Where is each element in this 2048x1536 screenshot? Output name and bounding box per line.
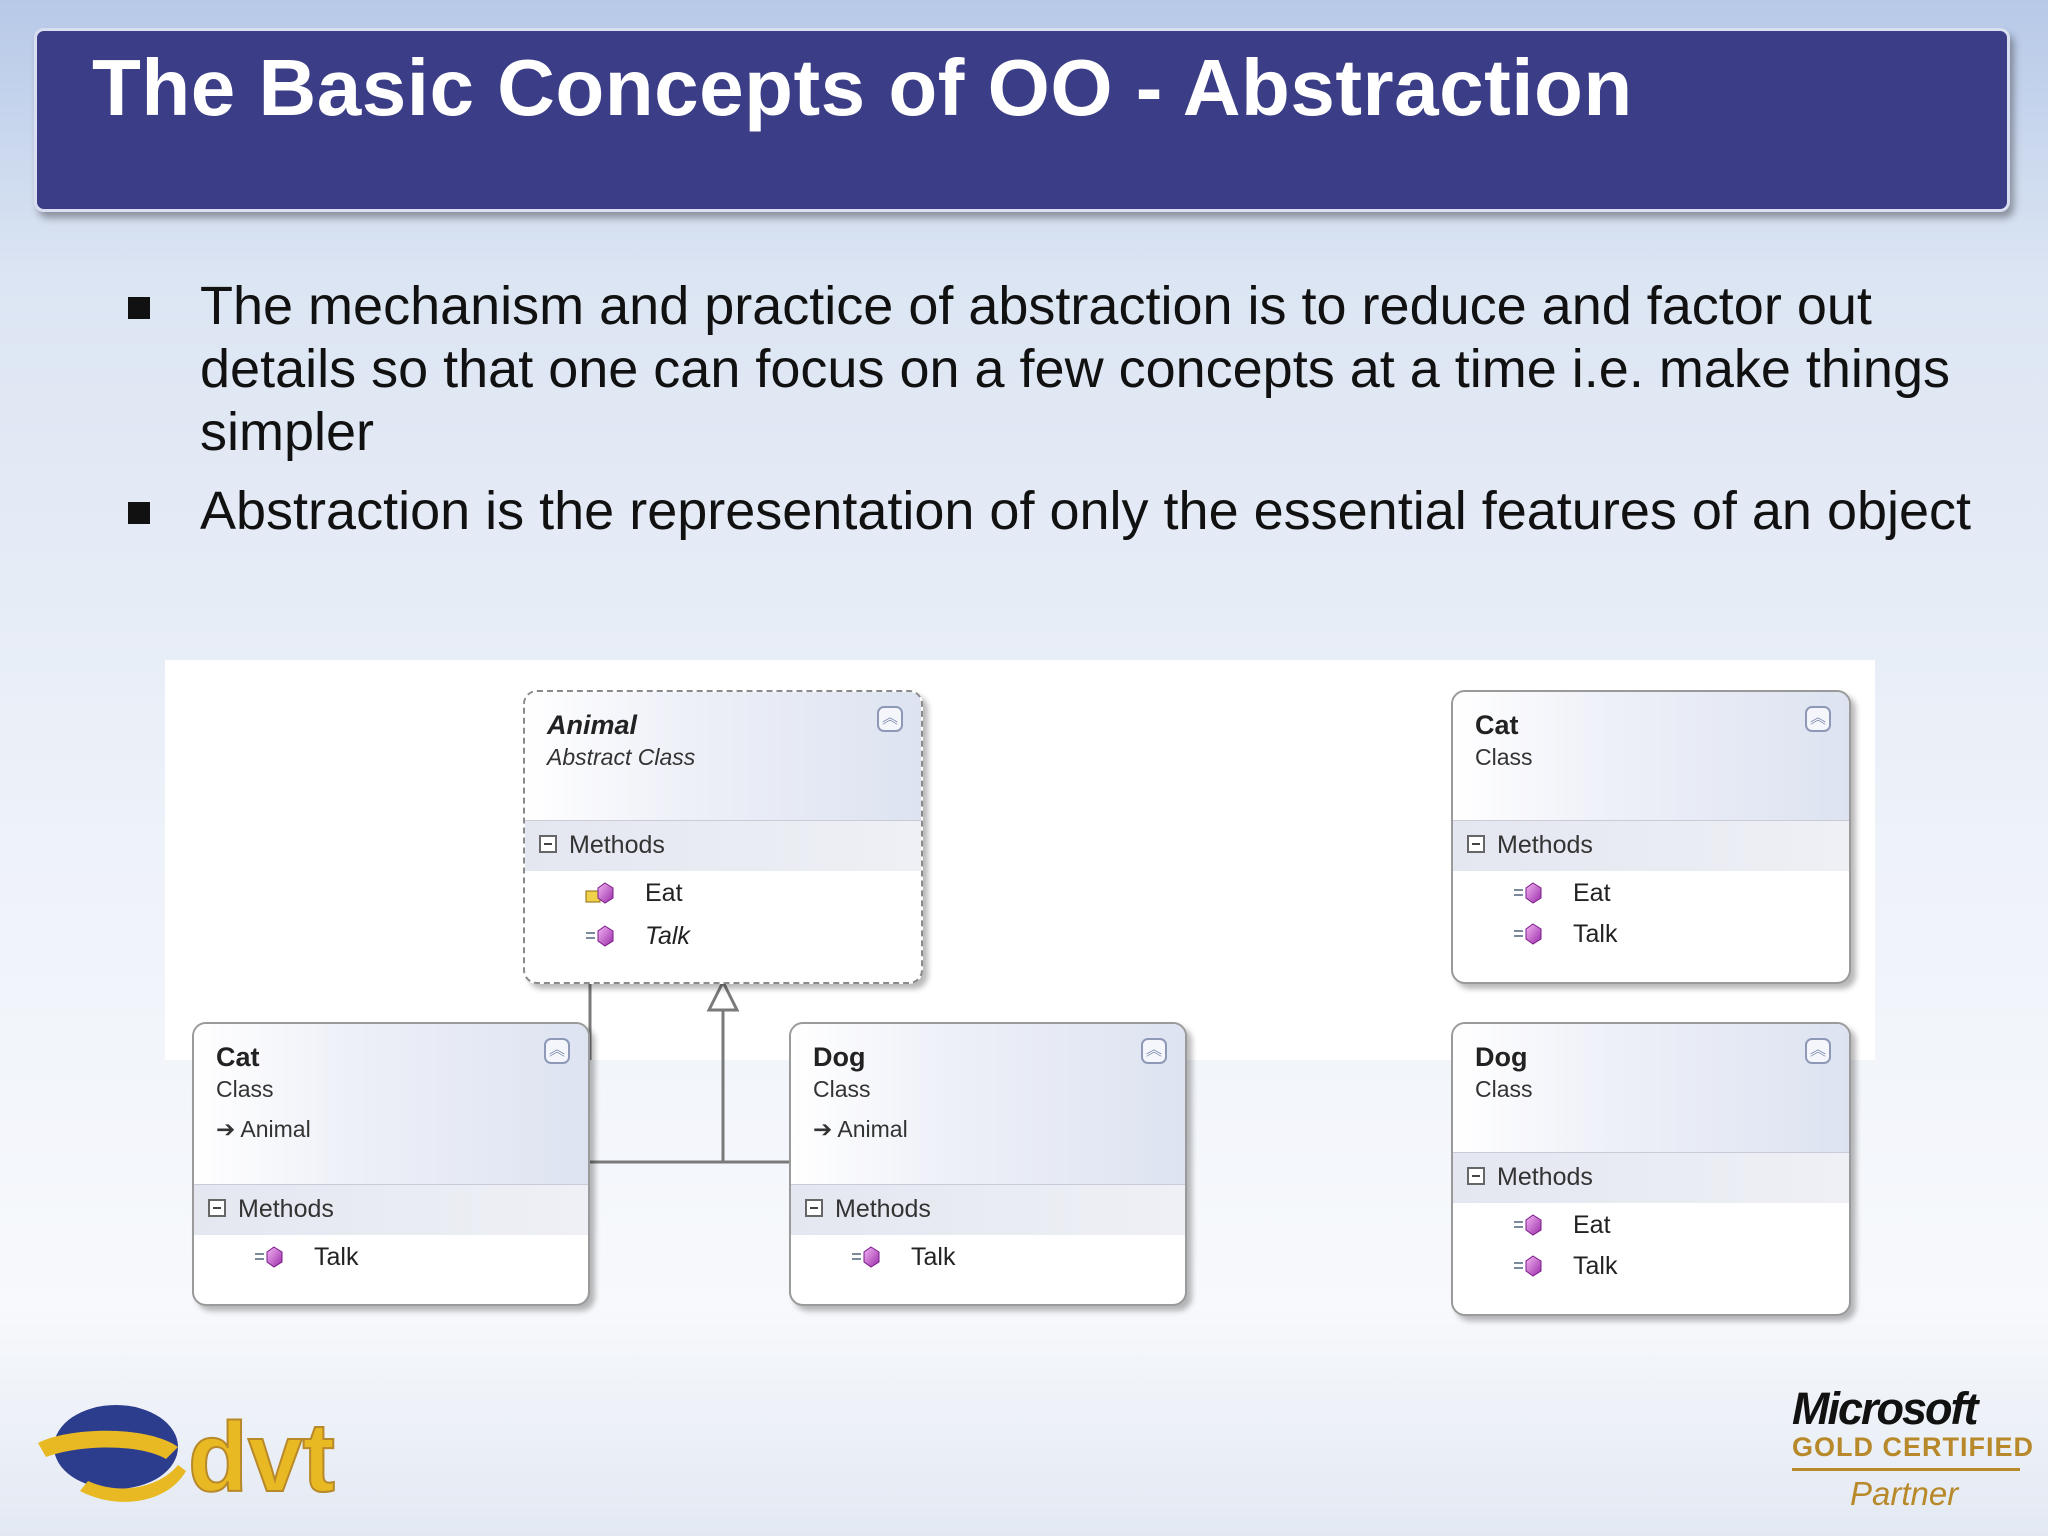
collapse-minus-icon[interactable] xyxy=(1467,835,1485,853)
collapse-chevron-icon[interactable]: ︽ xyxy=(544,1038,570,1064)
abstract-method-icon xyxy=(585,881,615,907)
class-name: Animal xyxy=(547,710,638,740)
inherit-arrow-icon: ➔ xyxy=(216,1116,241,1142)
collapse-minus-icon[interactable] xyxy=(1467,1167,1485,1185)
methods-section-header[interactable] xyxy=(1453,1152,1849,1203)
cat-derived-class-box[interactable] xyxy=(192,1022,590,1306)
collapse-minus-icon[interactable] xyxy=(208,1199,226,1217)
method-name: Eat xyxy=(1573,1211,1611,1239)
methods-section-header[interactable] xyxy=(194,1184,588,1235)
dog-standalone-class-box[interactable] xyxy=(1451,1022,1851,1316)
class-kind: Class xyxy=(1475,1076,1533,1102)
method-name: Talk xyxy=(911,1243,956,1271)
class-name: Cat xyxy=(216,1042,260,1072)
class-kind: Class xyxy=(1475,744,1533,770)
class-name: Dog xyxy=(813,1042,866,1072)
method-name: Talk xyxy=(645,922,690,950)
class-kind: Abstract Class xyxy=(547,744,696,770)
dvt-logo xyxy=(28,1385,388,1515)
method-name: Talk xyxy=(314,1243,359,1271)
inherit-arrow-icon: ➔ xyxy=(813,1116,838,1142)
cat-standalone-class-box[interactable] xyxy=(1451,690,1851,984)
collapse-chevron-icon[interactable]: ︽ xyxy=(1141,1038,1167,1064)
collapse-chevron-icon[interactable]: ︽ xyxy=(1805,706,1831,732)
method-name: Talk xyxy=(1573,1252,1618,1280)
section-label: Methods xyxy=(835,1195,931,1223)
method-icon xyxy=(1513,922,1543,948)
microsoft-logo: Microsoft xyxy=(1792,1383,1977,1434)
class-kind: Class xyxy=(216,1076,274,1102)
animal-class-box[interactable] xyxy=(523,690,923,984)
bullet-text: Abstraction is the representation of only the essential features of an object xyxy=(200,481,1972,541)
dvt-logo-text: dvt xyxy=(188,1402,335,1512)
section-label: Methods xyxy=(1497,1163,1593,1191)
partner-divider xyxy=(1792,1468,2020,1471)
method-icon xyxy=(254,1245,284,1271)
method-name: Talk xyxy=(1573,920,1618,948)
section-label: Methods xyxy=(238,1195,334,1223)
section-label: Methods xyxy=(1497,831,1593,859)
section-label: Methods xyxy=(569,831,665,859)
method-icon xyxy=(1513,881,1543,907)
collapse-minus-icon[interactable] xyxy=(805,1199,823,1217)
class-kind: Class xyxy=(813,1076,871,1102)
partner-text: Partner xyxy=(1850,1475,1959,1512)
method-icon xyxy=(851,1245,881,1271)
gold-certified-text: GOLD CERTIFIED xyxy=(1792,1432,2034,1462)
slide-title: The Basic Concepts of OO - Abstraction xyxy=(92,43,1633,132)
class-name: Cat xyxy=(1475,710,1519,740)
inheritance-arrowhead-icon xyxy=(709,982,737,1010)
parent-class: ➔ Animal xyxy=(216,1116,311,1142)
bullet-text: The mechanism and practice of abstraction is to reduce and factor out details so that one can focus on a few concepts at a time i.e. make things simpler xyxy=(200,276,1950,462)
method-name: Eat xyxy=(645,879,683,907)
collapse-minus-icon[interactable] xyxy=(539,835,557,853)
method-icon xyxy=(1513,1213,1543,1239)
method-icon xyxy=(585,924,615,950)
dog-derived-class-box[interactable] xyxy=(789,1022,1187,1306)
parent-class: ➔ Animal xyxy=(813,1116,908,1142)
methods-section-header[interactable] xyxy=(791,1184,1185,1235)
methods-section-header[interactable] xyxy=(525,820,921,871)
collapse-chevron-icon[interactable]: ︽ xyxy=(1805,1038,1831,1064)
class-name: Dog xyxy=(1475,1042,1528,1072)
methods-section-header[interactable] xyxy=(1453,820,1849,871)
collapse-chevron-icon[interactable]: ︽ xyxy=(877,706,903,732)
method-name: Eat xyxy=(1573,879,1611,907)
method-icon xyxy=(1513,1254,1543,1280)
